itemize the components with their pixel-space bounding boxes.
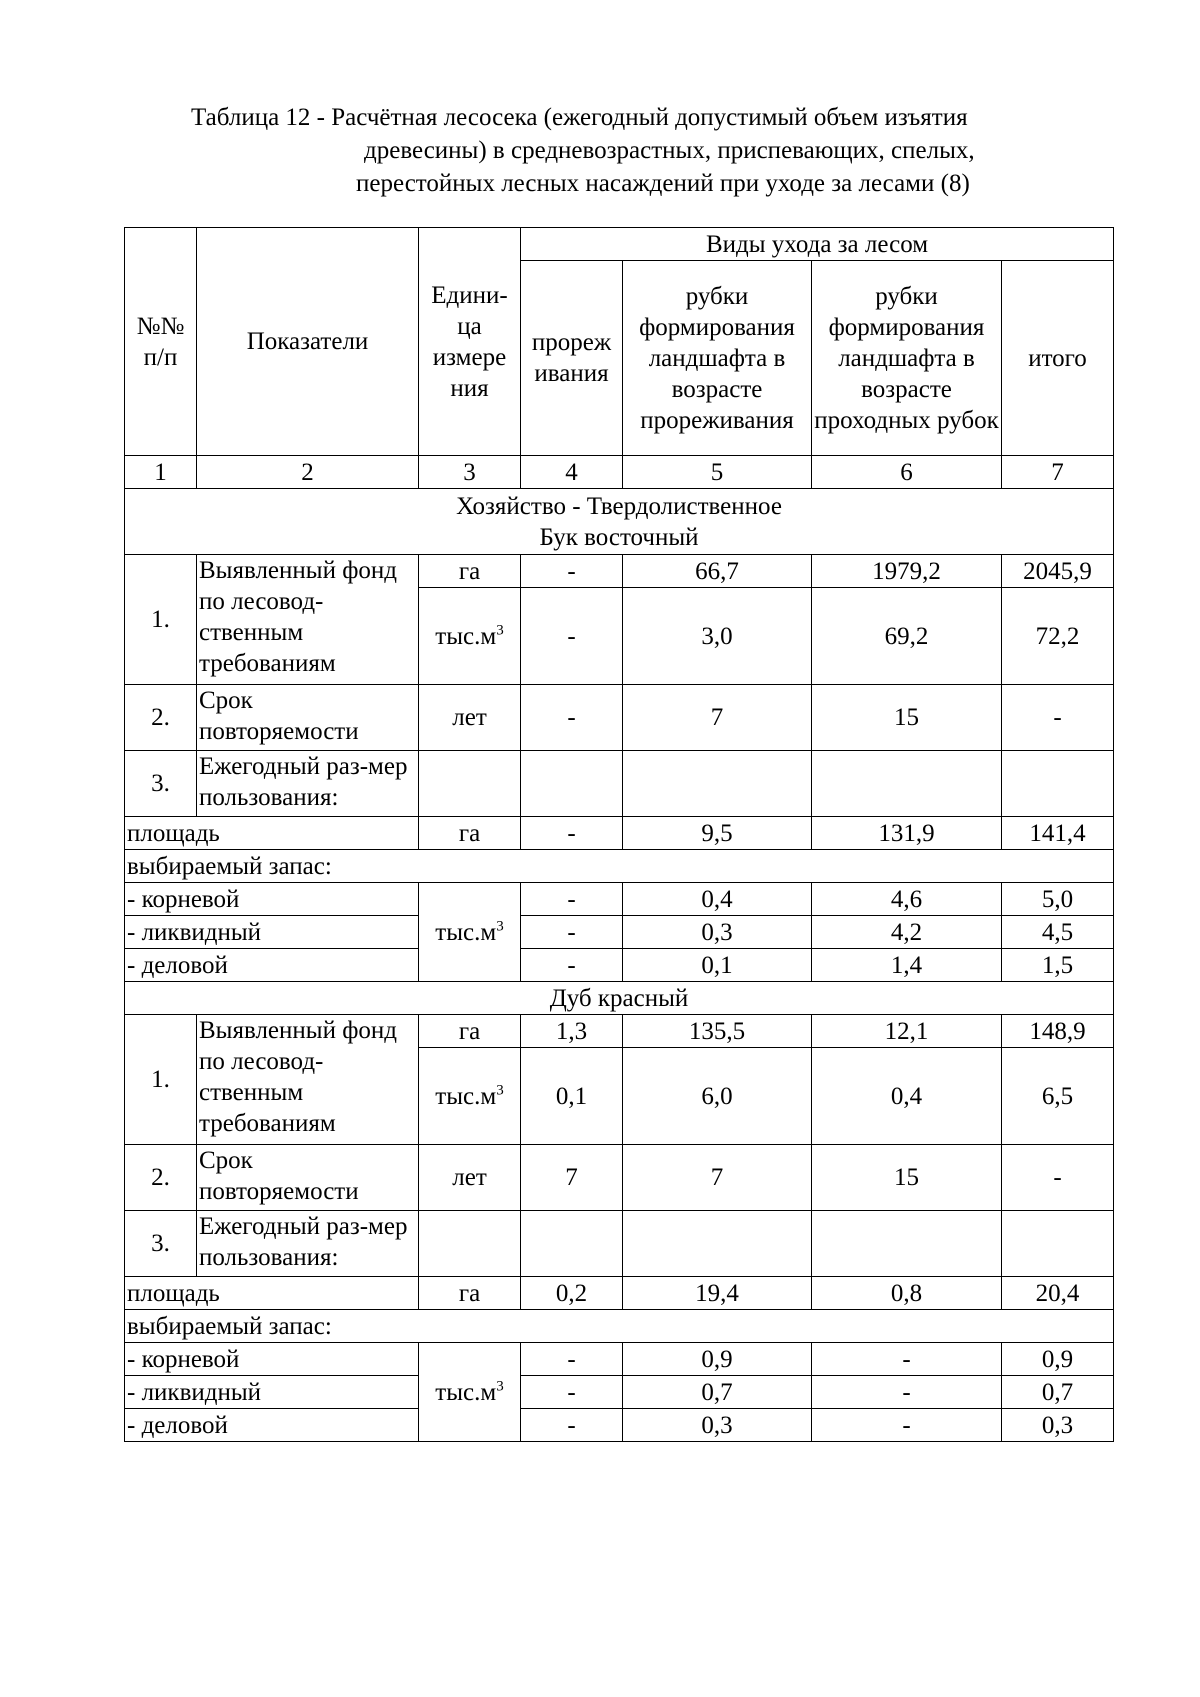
unit-cell: га: [419, 817, 521, 850]
unit-cell: лет: [419, 1145, 521, 1211]
value-cell: 0,7: [623, 1376, 812, 1409]
row-label: - деловой: [125, 949, 419, 982]
column-number: 6: [812, 456, 1002, 489]
header-num: №№ п/п: [125, 228, 197, 456]
value-cell: 1,5: [1002, 949, 1114, 982]
section-row: [125, 489, 1114, 555]
value-cell: 0,4: [812, 1048, 1002, 1145]
value-cell: 148,9: [1002, 1015, 1114, 1048]
header-landscape-passing: рубки формирования ландшафта в возрасте проходных рубок: [812, 261, 1002, 456]
value-cell: 4,2: [812, 916, 1002, 949]
header-landscape-thinning: рубки формирования ландшафта в возрасте прореживания: [623, 261, 812, 456]
row-label: - корневой: [125, 1343, 419, 1376]
section-row: [125, 982, 1114, 1015]
header-row: [125, 228, 1114, 261]
table-row: [125, 1277, 1114, 1310]
value-cell: 0,1: [521, 1048, 623, 1145]
column-number: 7: [1002, 456, 1114, 489]
header-total: итого: [1002, 261, 1114, 456]
row-label: площадь: [125, 1277, 419, 1310]
row-label: выбираемый запас:: [125, 1310, 1114, 1343]
empty-cell: [623, 751, 812, 817]
row-label: - ликвидный: [125, 916, 419, 949]
row-label: Срок повторяемости: [197, 685, 419, 751]
row-number: 3.: [125, 1211, 197, 1277]
empty-cell: [521, 751, 623, 817]
row-label: Ежегодный раз-мер пользования:: [197, 1211, 419, 1277]
value-cell: 9,5: [623, 817, 812, 850]
value-cell: 69,2: [812, 588, 1002, 685]
section-header: [125, 489, 1114, 555]
allowable-cut-table: [124, 227, 1114, 1442]
value-cell: 135,5: [623, 1015, 812, 1048]
row-label: Выявленный фонд по лесовод-ственным требованиям: [197, 1015, 419, 1145]
table-row: [125, 1145, 1114, 1211]
table-row: [125, 817, 1114, 850]
table-row: [125, 685, 1114, 751]
value-cell: 12,1: [812, 1015, 1002, 1048]
farm-title: Хозяйство - Твердолиственное: [456, 492, 782, 520]
value-cell: 0,4: [623, 883, 812, 916]
value-cell: 6,5: [1002, 1048, 1114, 1145]
value-cell: 1,3: [521, 1015, 623, 1048]
header-thinning: прореж ивания: [521, 261, 623, 456]
row-label: выбираемый запас:: [125, 850, 1114, 883]
column-number: 3: [419, 456, 521, 489]
table-row: [125, 555, 1114, 588]
value-cell: 0,9: [1002, 1343, 1114, 1376]
value-cell: 4,6: [812, 883, 1002, 916]
value-cell: -: [1002, 685, 1114, 751]
empty-cell: [521, 1211, 623, 1277]
value-cell: 0,3: [1002, 1409, 1114, 1442]
table-row: [125, 1376, 1114, 1409]
value-cell: 2045,9: [1002, 555, 1114, 588]
value-cell: 3,0: [623, 588, 812, 685]
value-cell: 0,3: [623, 1409, 812, 1442]
value-cell: -: [521, 916, 623, 949]
caption-line: древесины) в средневозрастных, приспевающих, спелых,: [364, 137, 975, 164]
column-number: 5: [623, 456, 812, 489]
value-cell: 7: [521, 1145, 623, 1211]
value-cell: 5,0: [1002, 883, 1114, 916]
value-cell: -: [521, 817, 623, 850]
empty-cell: [419, 1211, 521, 1277]
species-title: Бук восточный: [539, 523, 699, 551]
value-cell: -: [521, 685, 623, 751]
unit-cell: га: [419, 1277, 521, 1310]
column-numbers-row: [125, 456, 1114, 489]
unit-cell: га: [419, 555, 521, 588]
table-row: [125, 1310, 1114, 1343]
empty-cell: [419, 751, 521, 817]
value-cell: 0,7: [1002, 1376, 1114, 1409]
empty-cell: [812, 1211, 1002, 1277]
empty-cell: [623, 1211, 812, 1277]
caption-line: Таблица 12 - Расчётная лесосека (ежегодный допустимый объем изъятия: [191, 104, 968, 131]
value-cell: 131,9: [812, 817, 1002, 850]
value-cell: 15: [812, 685, 1002, 751]
value-cell: -: [812, 1409, 1002, 1442]
unit-cell: га: [419, 1015, 521, 1048]
species-title: Дуб красный: [125, 982, 1114, 1015]
header-unit: Едини-ца измере ния: [419, 228, 521, 456]
value-cell: 4,5: [1002, 916, 1114, 949]
value-cell: 0,1: [623, 949, 812, 982]
value-cell: -: [521, 949, 623, 982]
row-number: 1.: [125, 1015, 197, 1145]
row-label: - корневой: [125, 883, 419, 916]
empty-cell: [1002, 751, 1114, 817]
empty-cell: [1002, 1211, 1114, 1277]
value-cell: 20,4: [1002, 1277, 1114, 1310]
value-cell: -: [521, 588, 623, 685]
value-cell: 15: [812, 1145, 1002, 1211]
value-cell: 0,2: [521, 1277, 623, 1310]
value-cell: 0,3: [623, 916, 812, 949]
row-number: 2.: [125, 1145, 197, 1211]
value-cell: -: [521, 1409, 623, 1442]
row-number: 3.: [125, 751, 197, 817]
value-cell: -: [521, 883, 623, 916]
row-label: Выявленный фонд по лесовод-ственным требованиям: [197, 555, 419, 685]
row-label: - ликвидный: [125, 1376, 419, 1409]
value-cell: 141,4: [1002, 817, 1114, 850]
table-row: [125, 751, 1114, 817]
value-cell: 7: [623, 1145, 812, 1211]
table-row: [125, 949, 1114, 982]
empty-cell: [812, 751, 1002, 817]
value-cell: 66,7: [623, 555, 812, 588]
value-cell: 72,2: [1002, 588, 1114, 685]
value-cell: 0,8: [812, 1277, 1002, 1310]
value-cell: 19,4: [623, 1277, 812, 1310]
value-cell: -: [521, 1343, 623, 1376]
table-row: [125, 883, 1114, 916]
row-number: 1.: [125, 555, 197, 685]
value-cell: -: [521, 555, 623, 588]
value-cell: 0,9: [623, 1343, 812, 1376]
unit-cell: $тыс.м^3$: [419, 1048, 521, 1145]
table-row: [125, 1343, 1114, 1376]
caption-line: перестойных лесных насаждений при уходе за лесами (8): [356, 170, 970, 197]
value-cell: -: [1002, 1145, 1114, 1211]
table-row: [125, 1015, 1114, 1048]
value-cell: 7: [623, 685, 812, 751]
header-care-types: Виды ухода за лесом: [521, 228, 1114, 261]
value-cell: 1979,2: [812, 555, 1002, 588]
row-label: Ежегодный раз-мер пользования:: [197, 751, 419, 817]
column-number: 2: [197, 456, 419, 489]
value-cell: 6,0: [623, 1048, 812, 1145]
row-number: 2.: [125, 685, 197, 751]
column-number: 1: [125, 456, 197, 489]
unit-cell: $тыс.м^3$: [419, 1343, 521, 1442]
unit-cell: лет: [419, 685, 521, 751]
table-row: [125, 916, 1114, 949]
table-row: [125, 1211, 1114, 1277]
header-indicators: Показатели: [197, 228, 419, 456]
column-number: 4: [521, 456, 623, 489]
row-label: - деловой: [125, 1409, 419, 1442]
table-row: [125, 1409, 1114, 1442]
value-cell: -: [812, 1343, 1002, 1376]
row-label: Срок повторяемости: [197, 1145, 419, 1211]
unit-cell: $тыс.м^3$: [419, 883, 521, 982]
value-cell: -: [812, 1376, 1002, 1409]
unit-cell: $тыс.м^3$: [419, 588, 521, 685]
value-cell: 1,4: [812, 949, 1002, 982]
table-row: [125, 850, 1114, 883]
value-cell: -: [521, 1376, 623, 1409]
row-label: площадь: [125, 817, 419, 850]
table-caption: [191, 101, 1091, 200]
